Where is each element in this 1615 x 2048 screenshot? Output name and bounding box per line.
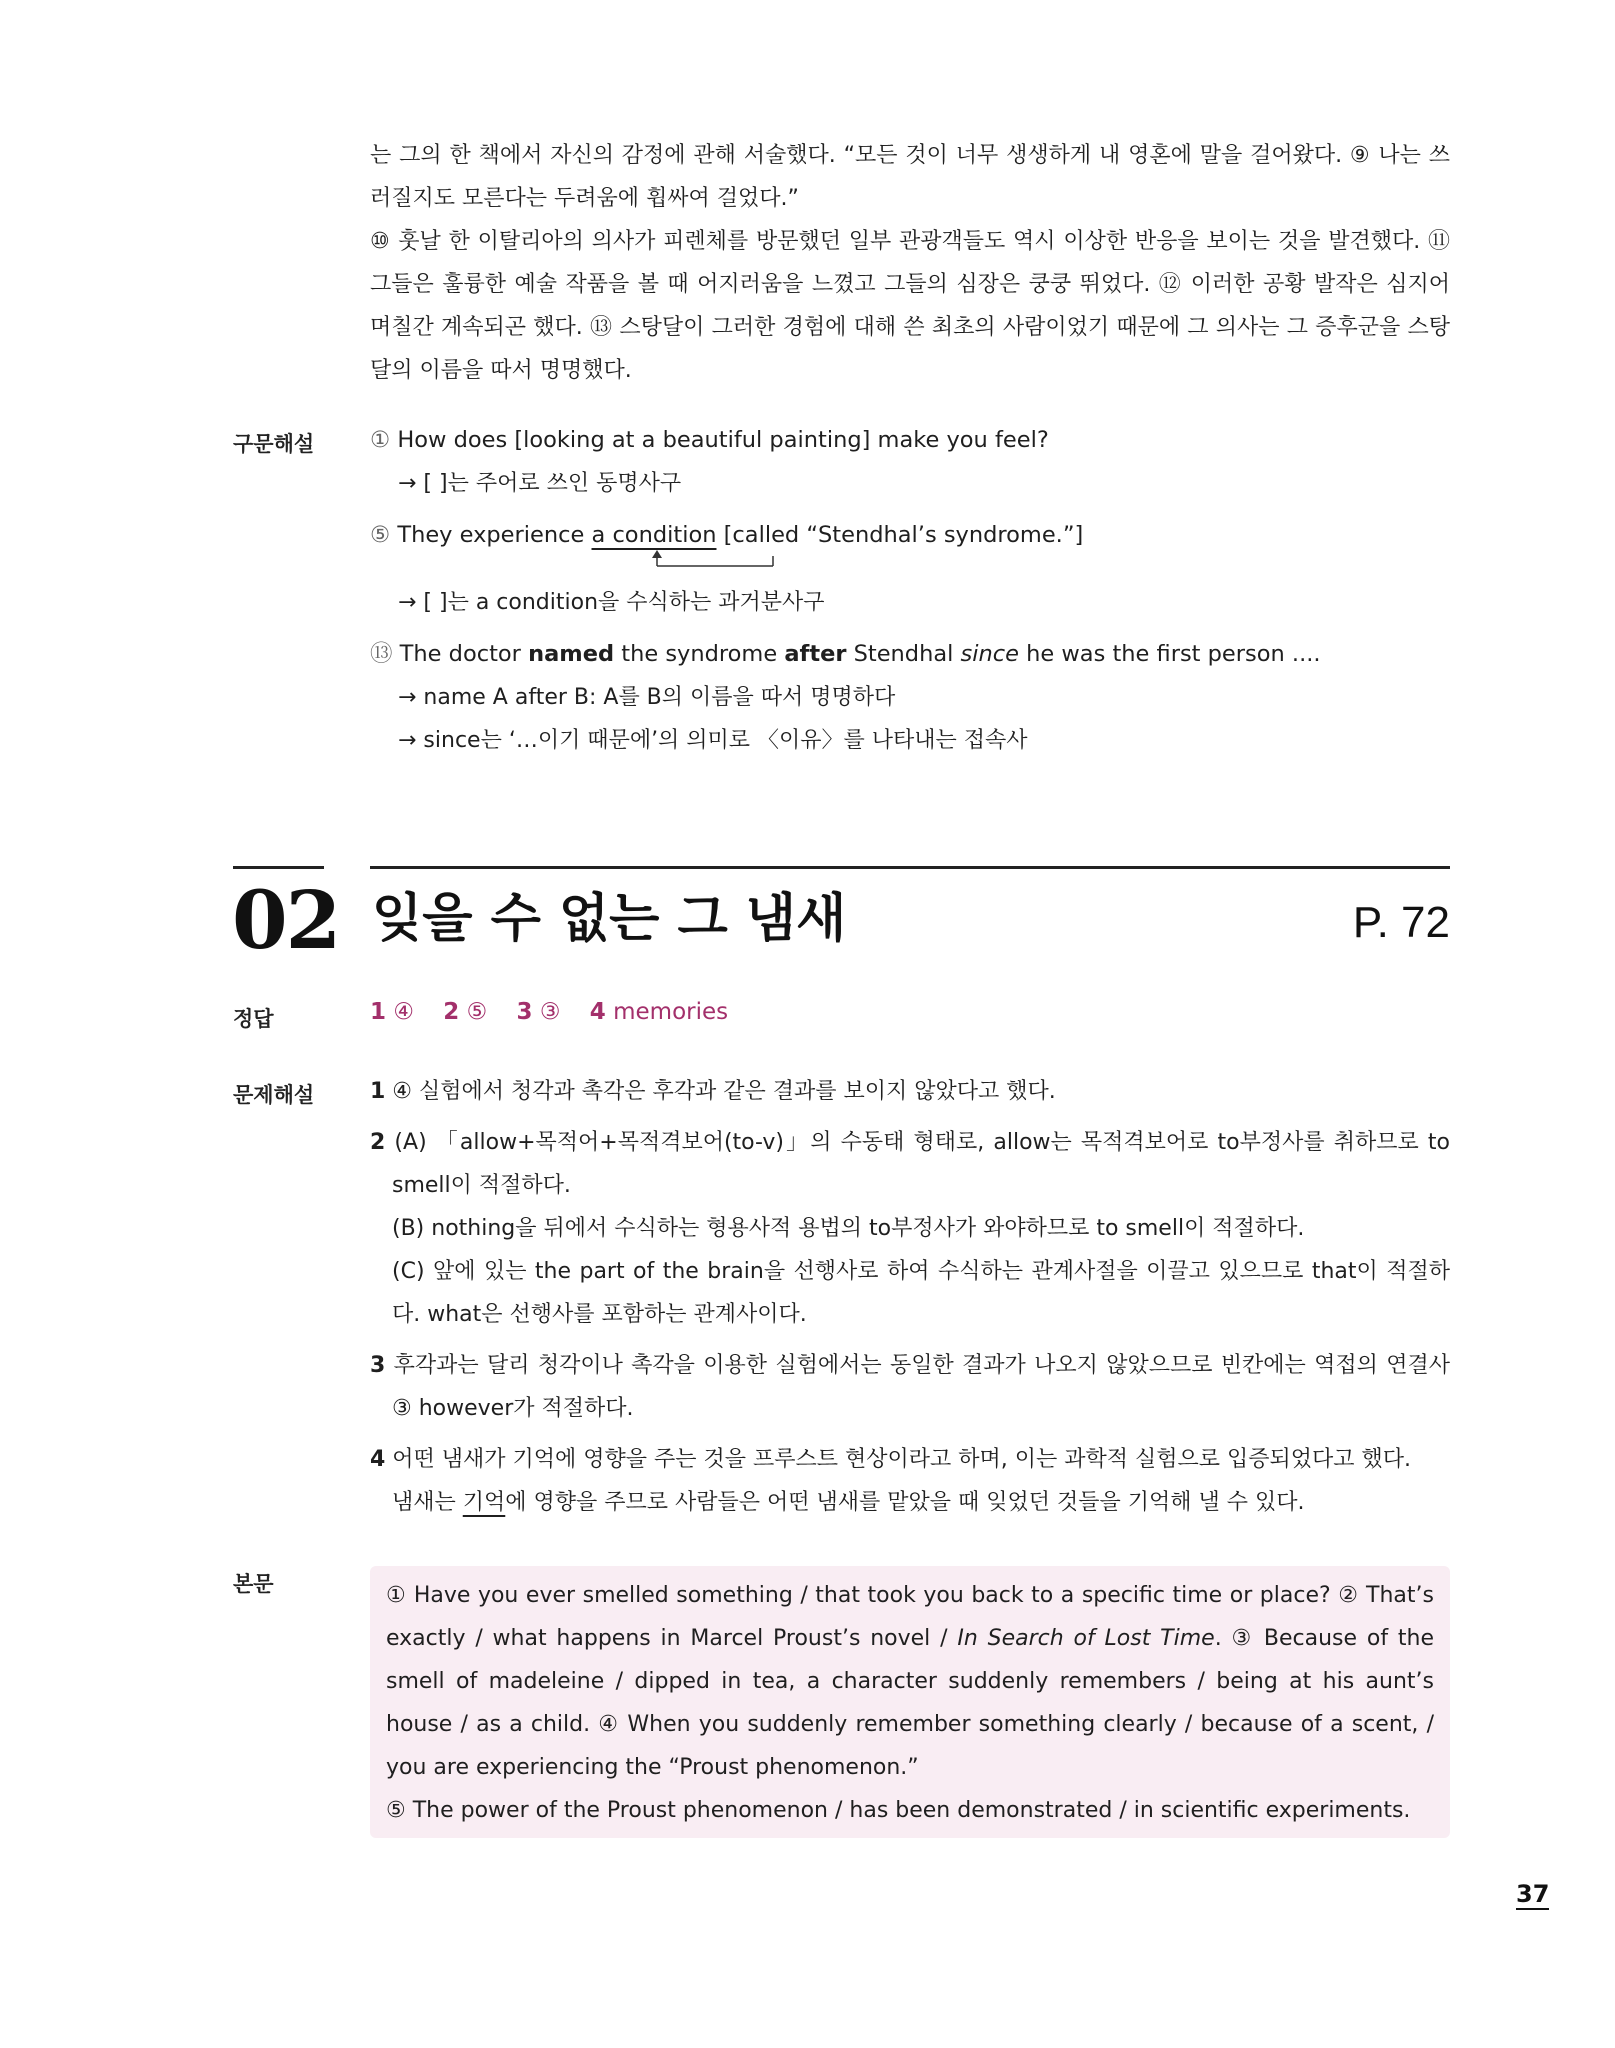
sentence-4: ④ When you suddenly remember something clearly / because of a scent, / you are experiencing the “Proust phenomenon.” xyxy=(386,1712,1434,1780)
answer-item xyxy=(517,999,561,1025)
sentence-text: How does xyxy=(390,427,515,453)
answer-list xyxy=(370,999,750,1025)
underlined-word: 기억 xyxy=(462,1490,506,1515)
answer-value: memories xyxy=(613,999,729,1025)
answer-item xyxy=(443,999,487,1025)
explanation-text: ④ 실험에서 청각과 촉각은 후각과 같은 결과를 보이지 않았다고 했다. xyxy=(385,1079,1056,1104)
key-word: after xyxy=(784,641,847,667)
item-number: ⑤ xyxy=(370,522,391,548)
translation-passage xyxy=(370,134,1450,392)
explanation-text: 후각과는 달리 청각이나 촉각을 이용한 실험에서는 동일한 결과가 나오지 않았으므로 빈칸에는 역접의 연결사 ③ however가 적절하다. xyxy=(385,1353,1450,1421)
section-rule-right xyxy=(370,866,1450,869)
modified-noun: a condition xyxy=(591,522,717,548)
explanation-4-line2 xyxy=(370,1481,1450,1524)
key-word: named xyxy=(528,641,615,667)
item-number: ⑬ xyxy=(370,641,393,667)
answers-label: 정답 xyxy=(233,1007,274,1031)
sentence-text: the syndrome xyxy=(614,641,785,667)
grammar-item-1 xyxy=(370,419,1450,462)
sentence-text: Stendhal xyxy=(846,641,961,667)
translation-paragraph-2: ⑩ 훗날 한 이탈리아의 의사가 피렌체를 방문했던 일부 관광객들도 역시 이상한 반응을 보이는 것을 발견했다. ⑪ 그들은 훌륭한 예술 작품을 볼 때 어지러움을 느꼈고 그들의 심장은 쿵쿵 뛰었다. ⑫ 이러한 공황 발작은 심지어 며칠간 계속되곤 했다. ⑬ 스탕달이 그러한 경험에 대해 쓴 최초의 사람이었기 때문에 그 의사는 그 증후군을 스탕달의 이름을 따서 명명했다. xyxy=(370,229,1450,383)
grammar-label: 구문해설 xyxy=(233,432,315,456)
answer-number: 4 xyxy=(589,999,606,1025)
sentence-1: ① Have you ever smelled something / that took you back to a specific time or place? xyxy=(386,1583,1339,1608)
explanation-2 xyxy=(370,1121,1450,1336)
question-number: 1 xyxy=(370,1079,386,1104)
section-rule-left xyxy=(233,866,324,869)
grammar-notes xyxy=(370,419,1450,762)
grammar-note-13a: → name A after B: A를 B의 이름을 따서 명명하다 xyxy=(398,685,896,710)
answer-number: 2 xyxy=(443,999,460,1025)
modifier-arrow-space xyxy=(370,557,1450,581)
answer-item xyxy=(590,999,728,1025)
answer-value: ④ xyxy=(393,999,414,1025)
sentence-text: he was the first person .... xyxy=(1018,641,1321,667)
main-text-paragraph xyxy=(386,1574,1434,1789)
explanation-text: 어떤 냄새가 기억에 영향을 주는 것을 프루스트 현상이라고 하며, 이는 과학적 실험으로 입증되었다고 했다. xyxy=(385,1447,1412,1472)
sentence-2: ② That’s exactly / what happens in Marcel Proust’s novel / xyxy=(386,1583,1434,1651)
novel-title: In Search of Lost Time xyxy=(957,1626,1215,1651)
grammar-item-5 xyxy=(370,514,1450,557)
explanation-2c: (C) 앞에 있는 the part of the brain을 선행사로 하여 수식하는 관계사절을 이끌고 있으므로 that이 적절하다. what은 선행사를 포함하는 관계사이다. xyxy=(392,1259,1450,1327)
explanation-text: 냄새는 xyxy=(392,1490,463,1515)
question-number: 2 xyxy=(370,1130,386,1155)
sentence-text: They experience xyxy=(390,522,592,548)
sentence-5: ⑤ The power of the Proust phenomenon / has been demonstrated / in scientific experiments. xyxy=(386,1798,1411,1823)
answer-number: 3 xyxy=(516,999,533,1025)
section-page-reference: P. 72 xyxy=(1352,898,1450,947)
answer-item xyxy=(370,999,414,1025)
question-number: 4 xyxy=(370,1447,386,1472)
main-text-label: 본문 xyxy=(233,1572,274,1596)
explanation-text: (A) 「allow+목적어+목적격보어(to-v)」의 수동태 형태로, allow는 목적격보어로 to부정사를 취하므로 to smell이 적절하다. xyxy=(385,1130,1450,1198)
grammar-note-1: → [ ]는 주어로 쓰인 동명사구 xyxy=(398,471,682,496)
sentence-2-end: . xyxy=(1214,1626,1232,1651)
grammar-note-5: → [ ]는 a condition을 수식하는 과거분사구 xyxy=(398,590,825,615)
explanation-2b: (B) nothing을 뒤에서 수식하는 형용사적 용법의 to부정사가 와야하므로 to smell이 적절하다. xyxy=(392,1216,1305,1241)
section-number: 02 xyxy=(232,873,340,967)
explanation-text: 에 영향을 주므로 사람들은 어떤 냄새를 맡았을 때 잊었던 것들을 기억해 낼 수 있다. xyxy=(505,1490,1305,1515)
bracketed-phrase: [looking at a beautiful painting] xyxy=(514,427,871,453)
sentence-text: make you feel? xyxy=(870,427,1049,453)
main-text-box xyxy=(370,1566,1450,1838)
answer-number: 1 xyxy=(370,999,387,1025)
page-number: 37 xyxy=(1516,1880,1550,1908)
explanation-2a xyxy=(370,1121,1450,1207)
sentence-text: The doctor xyxy=(392,641,529,667)
key-word-italic: since xyxy=(960,641,1019,667)
section-title: 잊을 수 없는 그 냄새 xyxy=(372,888,847,949)
explanation-4 xyxy=(370,1438,1450,1524)
explanation-3 xyxy=(370,1344,1450,1430)
translation-paragraph-1: 는 그의 한 책에서 자신의 감정에 관해 서술했다. “모든 것이 너무 생생하게 내 영혼에 말을 걸어왔다. ⑨ 나는 쓰러질지도 모른다는 두려움에 휩싸여 걸었다.” xyxy=(370,143,1450,211)
answer-value: ⑤ xyxy=(466,999,488,1025)
explanation-1 xyxy=(370,1070,1450,1113)
answer-value: ③ xyxy=(539,999,561,1025)
sentence-3: ③ Because of the smell of madeleine / dipped in tea, a character suddenly remembers / being at his aunt’s house / as a child. xyxy=(386,1626,1434,1737)
question-number: 3 xyxy=(370,1353,386,1378)
item-number: ① xyxy=(370,427,391,453)
bracketed-phrase: [called “Stendhal’s syndrome.”] xyxy=(716,522,1084,548)
grammar-note-13b: → since는 ‘…이기 때문에’의 의미로 〈이유〉를 나타내는 접속사 xyxy=(398,728,1028,753)
explanations xyxy=(370,1070,1450,1524)
explanation-4-line1 xyxy=(370,1438,1450,1481)
grammar-item-13 xyxy=(370,633,1450,676)
explanations-label: 문제해설 xyxy=(233,1083,315,1107)
